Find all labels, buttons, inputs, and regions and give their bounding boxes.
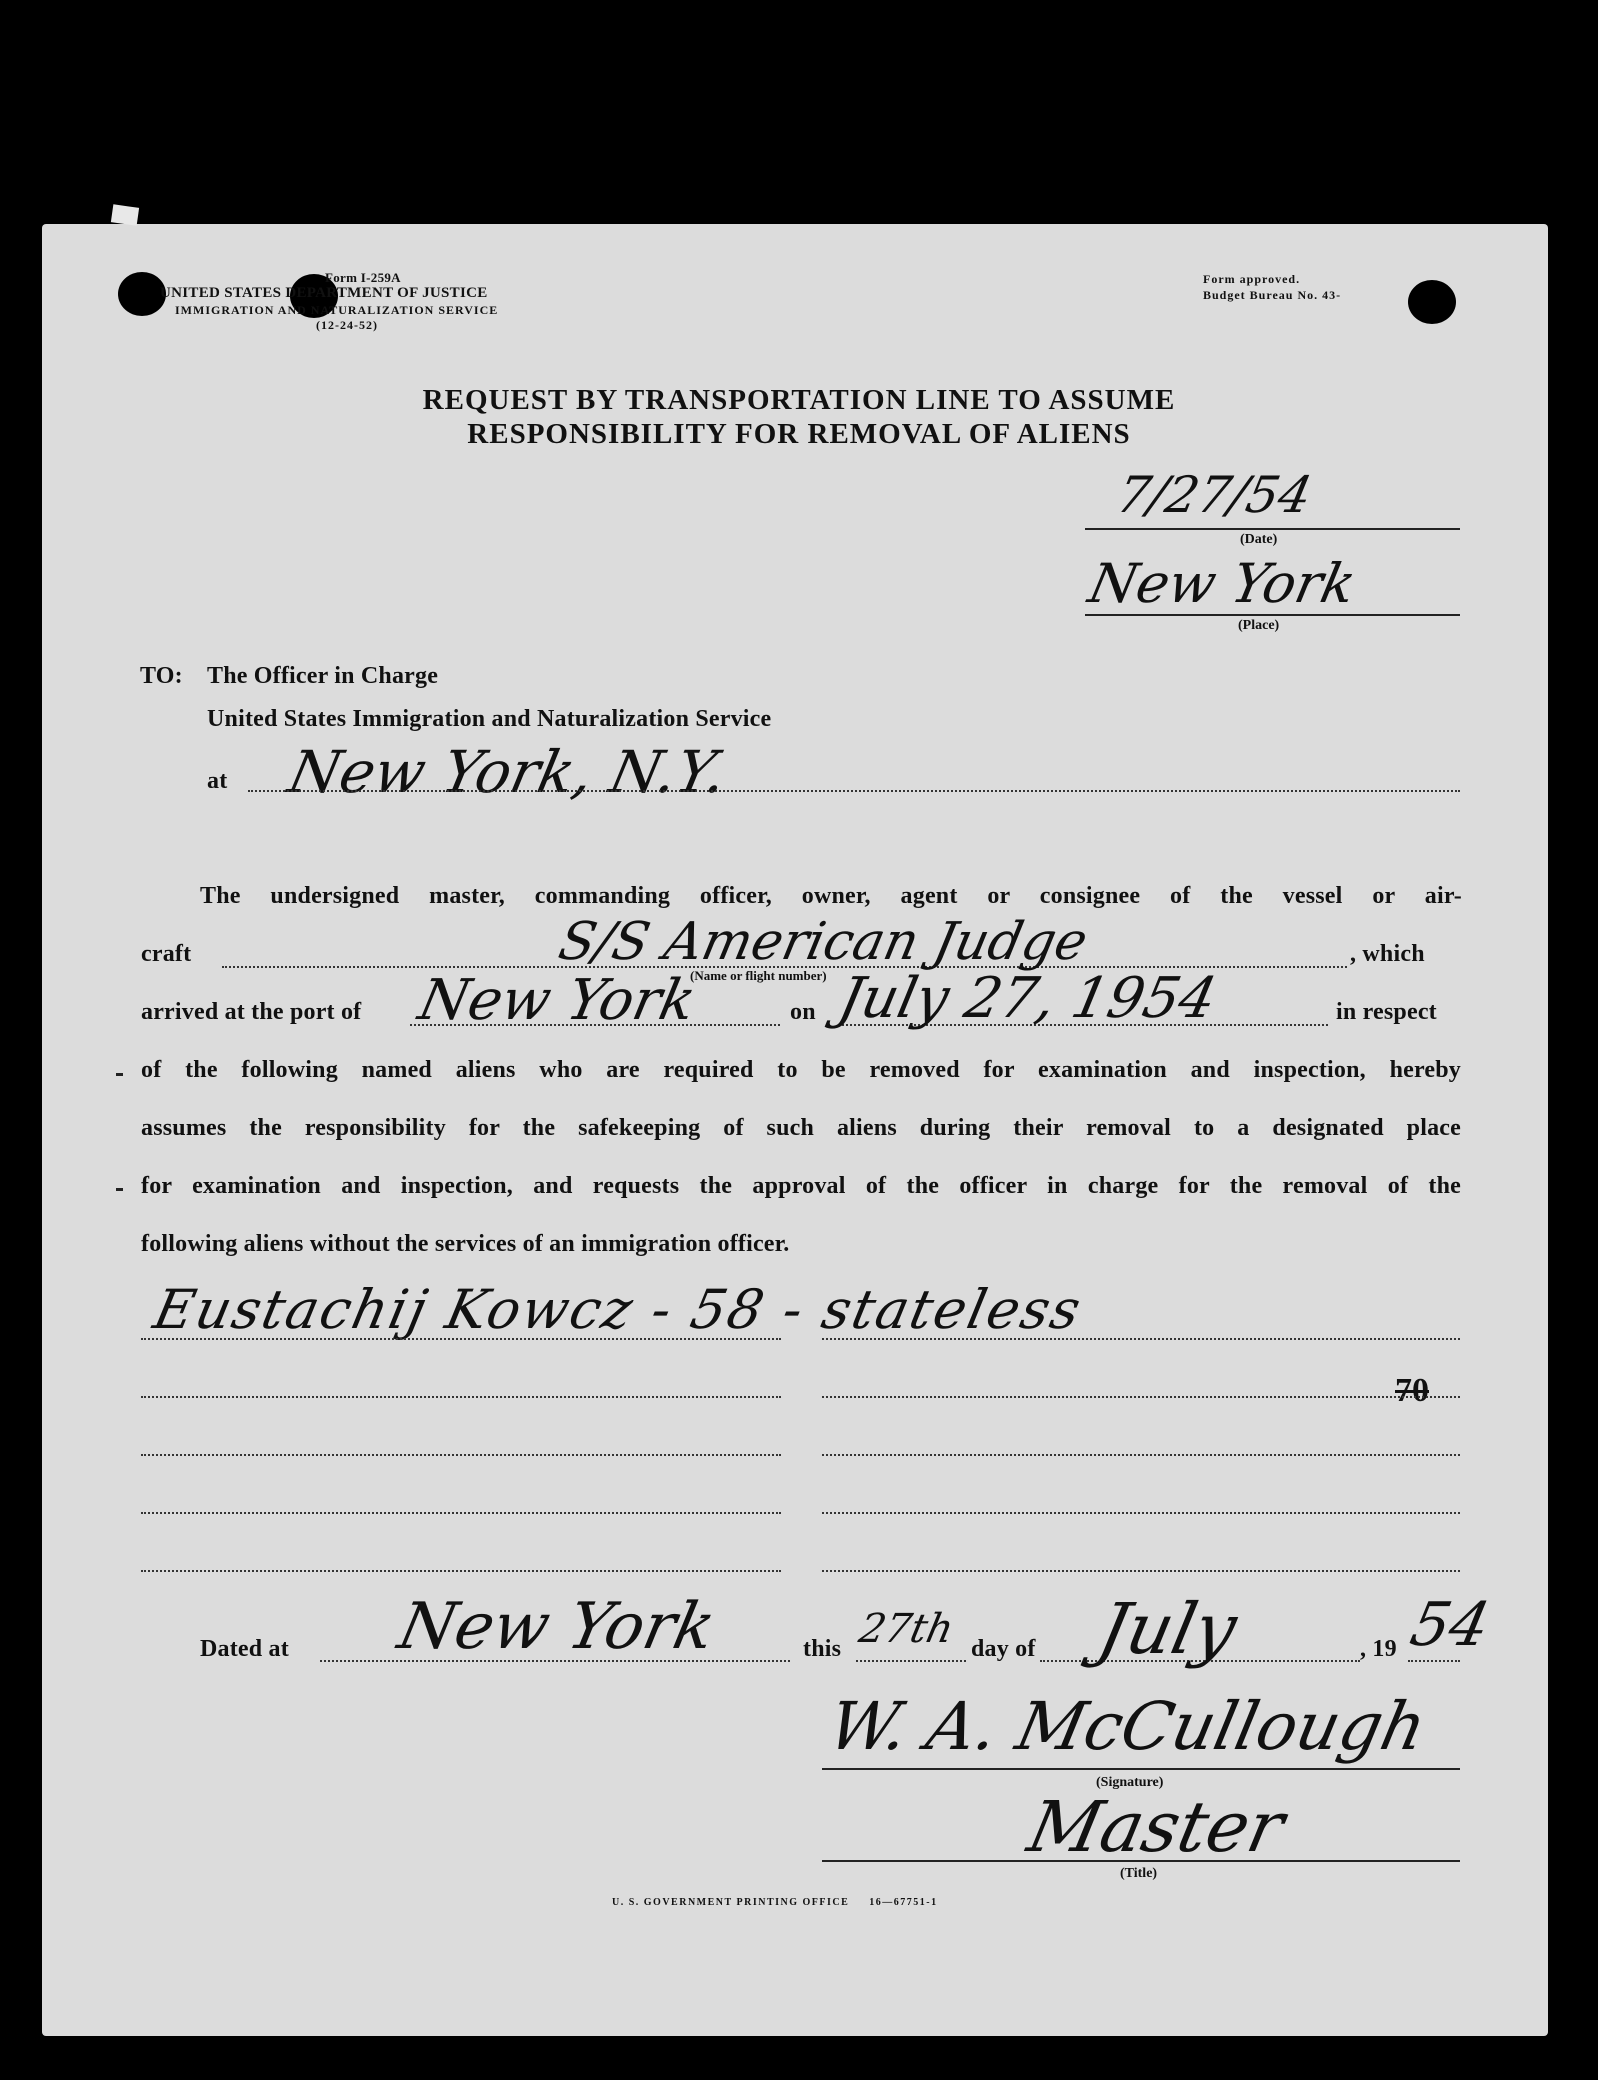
paragraph-line6: for examination and inspection, and requests the approval of the officer in charge for the removal of the xyxy=(141,1173,1461,1199)
place-value: New York xyxy=(1083,552,1362,615)
title-line xyxy=(822,1860,1460,1862)
date-underline xyxy=(1085,528,1460,530)
day-line xyxy=(856,1660,966,1662)
margin-mark-2 xyxy=(116,1188,123,1191)
date-caption: (Date) xyxy=(1240,532,1278,547)
place-caption: (Place) xyxy=(1238,618,1280,633)
paragraph-line7: following aliens without the services of an immigration officer. xyxy=(141,1231,790,1257)
craft-label: craft xyxy=(141,941,192,967)
signature-value: W. A. McCullough xyxy=(821,1688,1433,1765)
month-value: July xyxy=(1091,1588,1244,1670)
title-value: Master xyxy=(1021,1786,1292,1868)
paragraph-line4: of the following named aliens who are required to be removed for examination and inspection, hereby xyxy=(141,1057,1461,1083)
alien-line-1-left xyxy=(141,1338,781,1340)
alien-entry-1: Eustachij Kowcz - 58 - stateless xyxy=(148,1278,1088,1341)
day-value: 27th xyxy=(855,1606,958,1652)
at-line xyxy=(248,790,1460,792)
header-service: IMMIGRATION AND NATURALIZATION SERVICE xyxy=(175,303,499,317)
printing-office-note: U. S. GOVERNMENT PRINTING OFFICE 16—67751-1 xyxy=(612,1897,938,1908)
addressee-service: United States Immigration and Naturalization Service xyxy=(207,706,772,732)
header-form-number: Form I-259A xyxy=(325,270,401,285)
paper-scrap xyxy=(111,204,139,225)
vessel-caption: (Name or flight number) xyxy=(690,968,827,983)
day-of-label: day of xyxy=(971,1636,1036,1662)
header-revision-date: (12-24-52) xyxy=(316,318,378,332)
paragraph-line1: The undersigned master, commanding officer, owner, agent or consignee of the vessel or air- xyxy=(200,883,1462,909)
alien-line-4-right xyxy=(822,1512,1460,1514)
alien-line-5-right xyxy=(822,1570,1460,1572)
margin-mark-1 xyxy=(116,1073,123,1076)
signature-caption: (Signature) xyxy=(1096,1775,1164,1790)
year-line xyxy=(1408,1660,1460,1662)
dated-place-value: New York xyxy=(392,1590,722,1664)
year-prefix: , 19 xyxy=(1360,1636,1397,1662)
alien-line-2-left xyxy=(141,1396,781,1398)
title-caption: (Title) xyxy=(1120,1866,1158,1881)
header-department: UNITED STATES DEPARTMENT OF JUSTICE xyxy=(160,285,488,301)
header-budget-bureau: Budget Bureau No. 43- xyxy=(1203,288,1342,302)
at-value: New York, N.Y. xyxy=(282,738,734,806)
alien-line-3-right xyxy=(822,1454,1460,1456)
alien-line-4-left xyxy=(141,1512,781,1514)
respect-label: in respect xyxy=(1336,999,1437,1025)
punch-hole-left xyxy=(118,272,166,316)
at-label: at xyxy=(207,768,228,794)
arrival-date-value: July 27, 1954 xyxy=(833,966,1223,1031)
arrived-label: arrived at the port of xyxy=(141,999,362,1025)
on-label: on xyxy=(790,999,816,1025)
date-value: 7/27/54 xyxy=(1111,466,1317,524)
place-underline xyxy=(1085,614,1460,616)
form-title-line2: RESPONSIBILITY FOR REMOVAL OF ALIENS xyxy=(467,418,1131,450)
alien-line-3-left xyxy=(141,1454,781,1456)
alien-line-2-right xyxy=(822,1396,1460,1398)
alien-line-1-right xyxy=(822,1338,1460,1340)
alien-line-5-left xyxy=(141,1570,781,1572)
vessel-value: S/S American Judge xyxy=(553,912,1093,972)
paragraph-line5: assumes the responsibility for the safekeeping of such aliens during their removal to a designated place xyxy=(141,1115,1461,1141)
port-value: New York xyxy=(413,968,702,1033)
signature-line xyxy=(822,1768,1460,1770)
addressee-officer: The Officer in Charge xyxy=(207,663,439,689)
alien-margin-note: 70 xyxy=(1395,1372,1429,1409)
dated-at-label: Dated at xyxy=(200,1636,289,1662)
year-value: 54 xyxy=(1404,1590,1496,1660)
form-title-line1: REQUEST BY TRANSPORTATION LINE TO ASSUME xyxy=(422,384,1176,416)
this-label: this xyxy=(803,1636,842,1662)
punch-hole-right xyxy=(1408,280,1456,324)
header-form-approved: Form approved. xyxy=(1203,272,1301,286)
which-label: , which xyxy=(1350,941,1425,967)
to-label: TO: xyxy=(140,663,183,689)
